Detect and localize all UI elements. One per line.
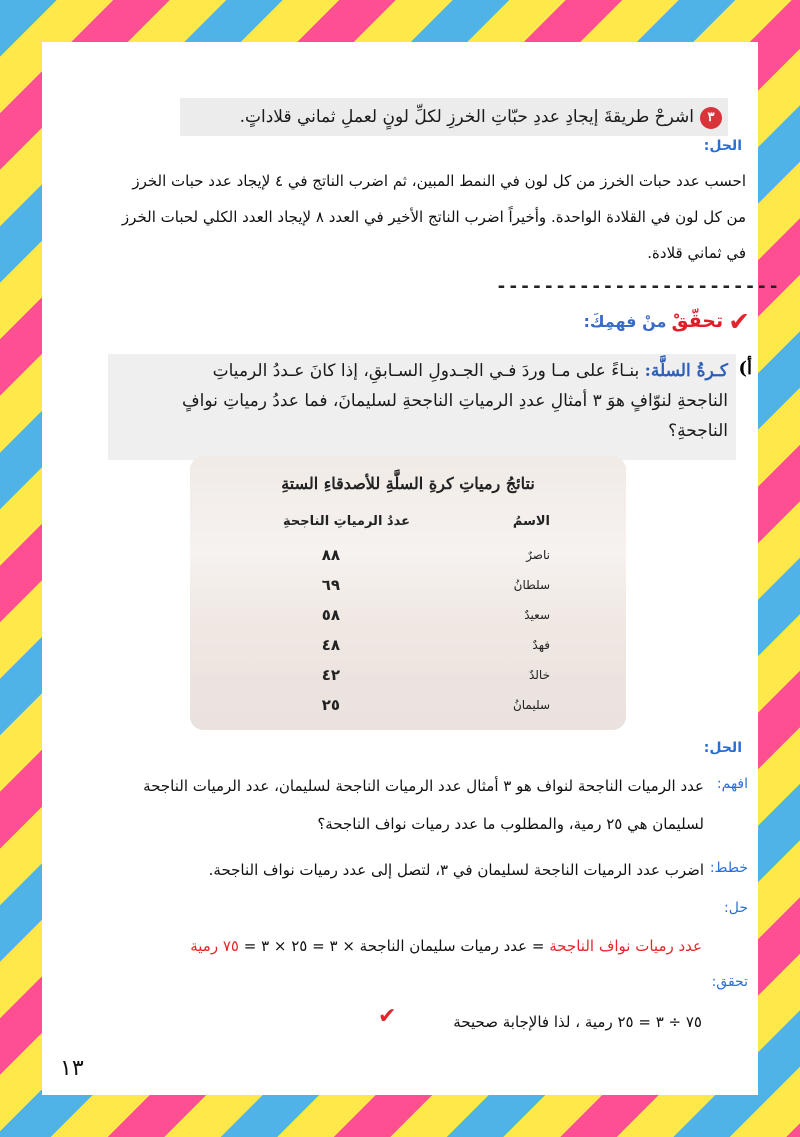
table-header-name: الاسمُ [512, 514, 550, 529]
table-row-name: سلطانُ [513, 578, 550, 592]
table-row-name: فهدٌ [532, 638, 550, 652]
solve-equation-middle: = عدد رميات سليمان الناجحة × ٣ = ٢٥ × ٣ = [238, 937, 550, 955]
solve-equation [102, 932, 702, 960]
plan-label: خطط: [709, 860, 748, 876]
table-row-name: سعيدٌ [524, 608, 550, 622]
check-title: تحقّقْ [671, 310, 724, 332]
question-4-text: اشرحْ طريقةَ إيجادِ عددِ حبّاتِ الخرزِ لكلِّ لونٍ لعملِ ثماني قلاداتٍ. [239, 107, 694, 127]
question-a-topic: كـرةُ السلَّة: [644, 361, 728, 381]
checkmark-icon: ✔ [378, 1004, 397, 1029]
question-a-box [108, 354, 736, 460]
check-subtitle: منْ فهمِكَ: [583, 312, 667, 331]
table-row-value: ٦٩ [321, 576, 340, 594]
question-a-line-2: الناجحةِ لنوّافٍ هوَ ٣ أمثالِ عددِ الرمياتِ الناجحةِ لسليمانَ، فما عددُ رمياتِ نوافٍ [182, 391, 728, 411]
verify-text: ٧٥ ÷ ٣ = ٢٥ رمية ، لذا فالإجابة صحيحة [453, 1013, 702, 1031]
table-row-value: ٢٥ [321, 696, 340, 714]
table-row-value: ٥٨ [321, 606, 340, 624]
page-sheet [42, 42, 781, 1095]
solve-label: حل: [724, 900, 748, 916]
question-a-line-1: بنـاءً على مـا وردَ فـي الجـدولِ السـابقِ، إذا كانَ عـددُ الرمياتِ [212, 361, 640, 381]
solution-line-1: احسب عدد حبات الخرز من كل لون في النمط المبين، ثم اضرب الناتج في ٤ لإيجاد عدد حبات الخرز [132, 172, 746, 190]
basketball-table-image [190, 456, 626, 730]
question-a-line-3: الناجحةِ؟ [668, 421, 728, 441]
plan-text: اضرب عدد الرميات الناجحة لسليمان في ٣، لتصل إلى عدد رميات نواف الناجحة. [208, 861, 704, 879]
page-number: ١٣ [60, 1056, 84, 1081]
dashed-divider: ------------------------ [496, 276, 781, 297]
verify-label: تحقق: [711, 974, 748, 990]
table-title: نتائجُ رمياتِ كرةِ السلَّةِ للأصدقاءِ الستةِ [281, 474, 535, 493]
table-header-value: عددُ الرمياتِ الناجحةِ [283, 514, 410, 529]
solution-label: الحل: [703, 138, 742, 154]
question-a-letter: أ) [738, 358, 752, 379]
solve-equation-lhs: عدد رميات نواف الناجحة [549, 937, 702, 955]
question-number-badge: ٣ [700, 107, 722, 129]
solution-line-2: من كل لون في القلادة الواحدة. وأخيراً اضرب الناتج الأخير في العدد ٨ لإيجاد العدد الكلي لحبات الخرز [121, 208, 746, 226]
solve-equation-result: ٧٥ رمية [190, 937, 239, 955]
table-row-value: ٨٨ [321, 546, 340, 564]
table-row-value: ٤٢ [321, 666, 340, 684]
table-row-value: ٤٨ [321, 636, 340, 654]
solution-2-label: الحل: [703, 740, 742, 756]
table-row-name: سليمانُ [512, 698, 550, 712]
table-row-name: ناصرٌ [526, 548, 550, 562]
check-understanding-heading [522, 304, 750, 338]
understand-label: افهم: [716, 776, 748, 792]
checkmark-icon: ✔ [728, 307, 750, 338]
solution-line-3: في ثماني قلادة. [647, 244, 746, 262]
understand-line-2: لسليمان هي ٢٥ رمية، والمطلوب ما عدد رميات نواف الناجحة؟ [317, 815, 704, 833]
understand-line-1: عدد الرميات الناجحة لنواف هو ٣ أمثال عدد الرميات الناجحة لسليمان، عدد الرميات الناجحة [143, 777, 704, 795]
question-4 [180, 98, 728, 136]
table-row-name: خالدٌ [528, 668, 550, 682]
